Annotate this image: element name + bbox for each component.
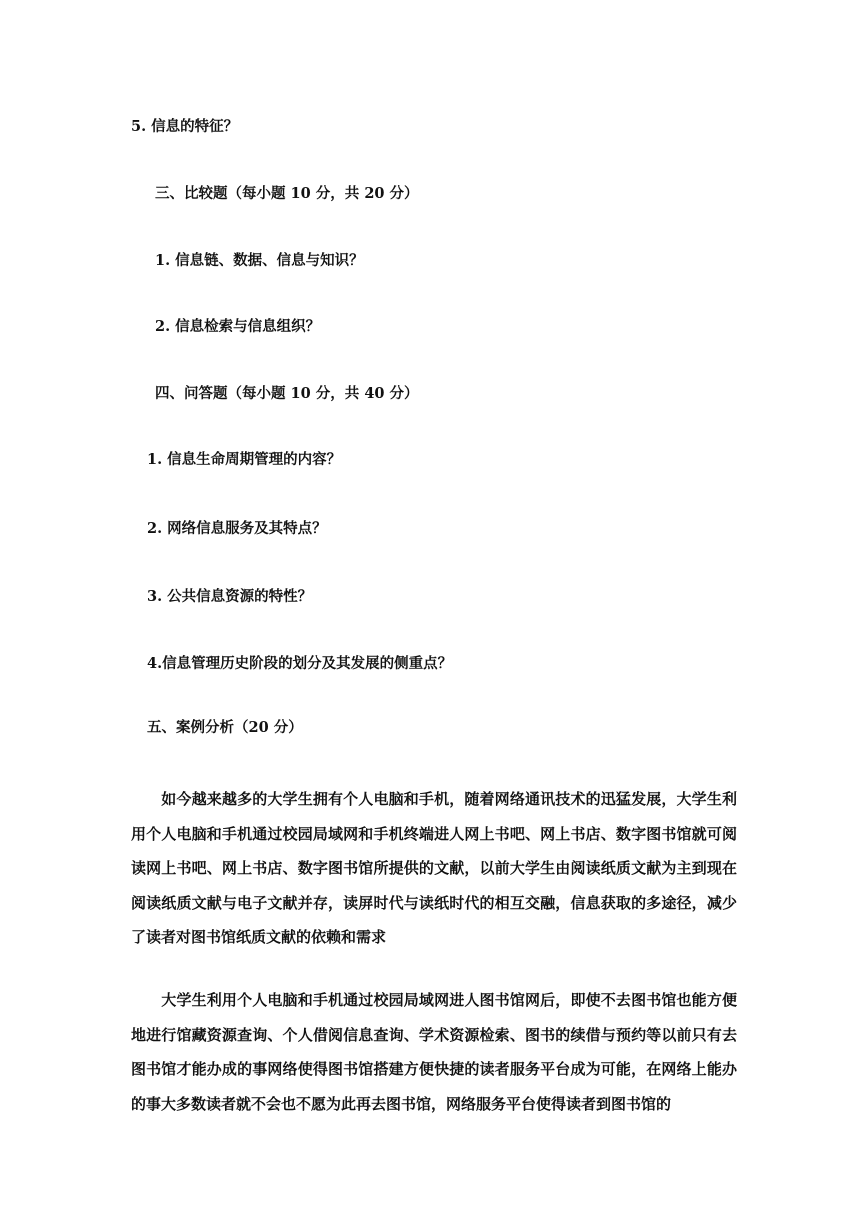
case-paragraph-1: 如今越来越多的大学生拥有个人电脑和手机，随着网络通讯技术的迅猛发展，大学生利用个人电脑和手机通过校园局域网和手机终端进人网上书吧、网上书店、数字图书馆就可阅读网上书吧、网上书店、数字图书馆所提供的文献，以前大学生由阅读纸质文献为主到现在阅读纸质文献与电子文献并存，读屏时代与读纸时代的相互交融，信息获取的多途径，减少了读者对图书馆纸质文献的依赖和需求: [131, 790, 737, 946]
section-4-question-3: 3. 公共信息资源的特性？: [147, 588, 313, 605]
section-4-heading: 四、问答题（每小题 10 分，共 40 分）: [155, 385, 419, 402]
section-4-question-4: 4.信息管理历史阶段的划分及其发展的侧重点？: [147, 655, 453, 672]
section-3-question-2: 2. 信息检索与信息组织？: [155, 318, 321, 335]
case-paragraph-2: 大学生利用个人电脑和手机通过校园局域网进人图书馆网后，即使不去图书馆也能方便地进行馆藏资源查询、个人借阅信息查询、学术资源检索、图书的续借与预约等以前只有去图书馆才能办成的事网络使得图书馆搭建方便快捷的读者服务平台成为可能，在网络上能办的事大多数读者就不会也不愿为此再去图书馆，网络服务平台使得读者到图书馆的: [131, 991, 737, 1113]
section-3-question-1: 1. 信息链、数据、信息与知识？: [155, 252, 364, 269]
section-4-question-1: 1. 信息生命周期管理的内容？: [147, 451, 342, 468]
section-4-question-2: 2. 网络信息服务及其特点？: [147, 520, 327, 537]
section-5-heading: 五、案例分析（20 分）: [147, 719, 303, 736]
question-5: 5. 信息的特征？: [131, 118, 239, 135]
section-3-heading: 三、比较题（每小题 10 分，共 20 分）: [155, 185, 419, 202]
